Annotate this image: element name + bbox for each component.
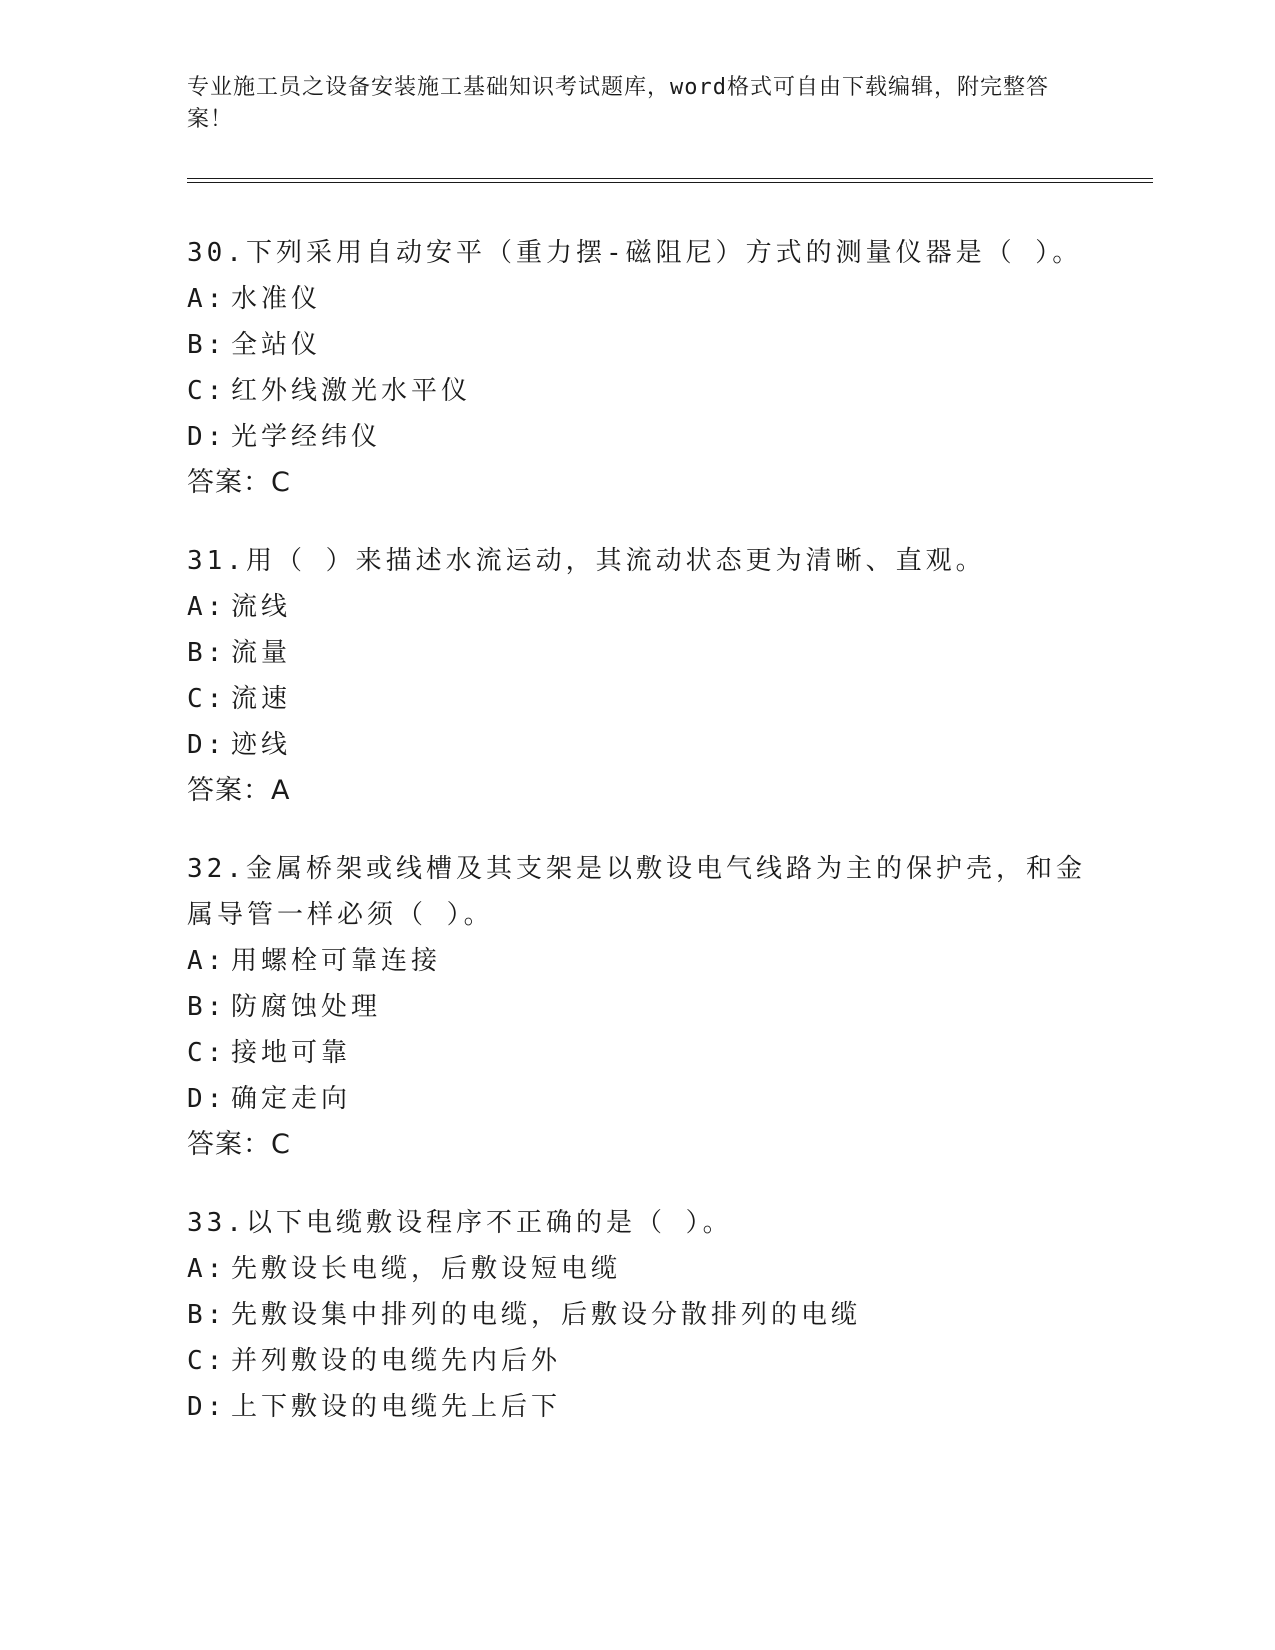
option-c xyxy=(187,676,1087,722)
option-d xyxy=(187,722,1087,768)
option-text: 水准仪 xyxy=(231,284,322,314)
option-key: C: xyxy=(187,376,227,406)
option-text: 全站仪 xyxy=(231,330,322,360)
question-stem xyxy=(187,230,1087,276)
option-text: 先敷设长电缆，后敷设短电缆 xyxy=(231,1254,622,1284)
option-text: 红外线激光水平仪 xyxy=(231,376,472,406)
answer-line: 答案：C xyxy=(187,1129,291,1160)
option-key: A: xyxy=(187,946,227,976)
option-text: 用螺栓可靠连接 xyxy=(231,946,442,976)
option-c xyxy=(187,1030,1087,1076)
question-31 xyxy=(187,538,1087,814)
question-stem xyxy=(187,846,1087,938)
option-key: B: xyxy=(187,330,227,360)
question-number: 31. xyxy=(187,546,246,576)
option-c xyxy=(187,368,1087,414)
answer-line: 答案：C xyxy=(187,467,291,498)
question-text: 金属桥架或线槽及其支架是以敷设电气线路为主的保护壳，和金属导管一样必须（ ）。 xyxy=(187,854,1086,930)
option-key: A: xyxy=(187,592,227,622)
question-stem xyxy=(187,538,1087,584)
option-key: C: xyxy=(187,684,227,714)
option-a xyxy=(187,584,1087,630)
header-divider-bottom xyxy=(187,182,1153,183)
option-b xyxy=(187,1292,1087,1338)
option-a xyxy=(187,1246,1087,1292)
question-33 xyxy=(187,1200,1087,1430)
option-d xyxy=(187,414,1087,460)
option-text: 确定走向 xyxy=(231,1084,352,1114)
option-key: B: xyxy=(187,1300,227,1330)
question-number: 33. xyxy=(187,1208,246,1238)
question-30 xyxy=(187,230,1087,506)
option-text: 上下敷设的电缆先上后下 xyxy=(231,1392,562,1422)
option-text: 并列敷设的电缆先内后外 xyxy=(231,1346,562,1376)
option-b xyxy=(187,984,1087,1030)
option-text: 迹线 xyxy=(231,730,292,760)
question-number: 30. xyxy=(187,238,246,268)
option-key: D: xyxy=(187,730,227,760)
option-text: 先敷设集中排列的电缆，后敷设分散排列的电缆 xyxy=(231,1300,862,1330)
option-text: 接地可靠 xyxy=(231,1038,352,1068)
document-header xyxy=(187,72,1067,136)
option-text: 流速 xyxy=(231,684,292,714)
option-text: 防腐蚀处理 xyxy=(231,992,382,1022)
question-number: 32. xyxy=(187,854,246,884)
option-d xyxy=(187,1076,1087,1122)
option-b xyxy=(187,630,1087,676)
option-key: B: xyxy=(187,638,227,668)
question-32 xyxy=(187,846,1087,1168)
option-key: C: xyxy=(187,1346,227,1376)
option-text: 光学经纬仪 xyxy=(231,422,382,452)
option-key: B: xyxy=(187,992,227,1022)
option-d xyxy=(187,1384,1087,1430)
option-key: A: xyxy=(187,1254,227,1284)
question-stem xyxy=(187,1200,1087,1246)
header-divider-top xyxy=(187,178,1153,179)
option-text: 流量 xyxy=(231,638,292,668)
option-key: C: xyxy=(187,1038,227,1068)
option-a xyxy=(187,276,1087,322)
option-c xyxy=(187,1338,1087,1384)
option-text: 流线 xyxy=(231,592,292,622)
option-key: A: xyxy=(187,284,227,314)
option-key: D: xyxy=(187,1392,227,1422)
answer-line: 答案：A xyxy=(187,775,291,806)
question-list xyxy=(187,230,1087,1462)
question-text: 以下电缆敷设程序不正确的是（ ）。 xyxy=(245,1208,733,1238)
option-b xyxy=(187,322,1087,368)
question-text: 下列采用自动安平（重力摆-磁阻尼）方式的测量仪器是（ ）。 xyxy=(245,238,1083,268)
option-key: D: xyxy=(187,422,227,452)
option-a xyxy=(187,938,1087,984)
header-text: 专业施工员之设备安装施工基础知识考试题库，word格式可自由下载编辑，附完整答案！ xyxy=(187,75,1049,132)
option-key: D: xyxy=(187,1084,227,1114)
question-text: 用（ ）来描述水流运动，其流动状态更为清晰、直观。 xyxy=(245,546,986,576)
